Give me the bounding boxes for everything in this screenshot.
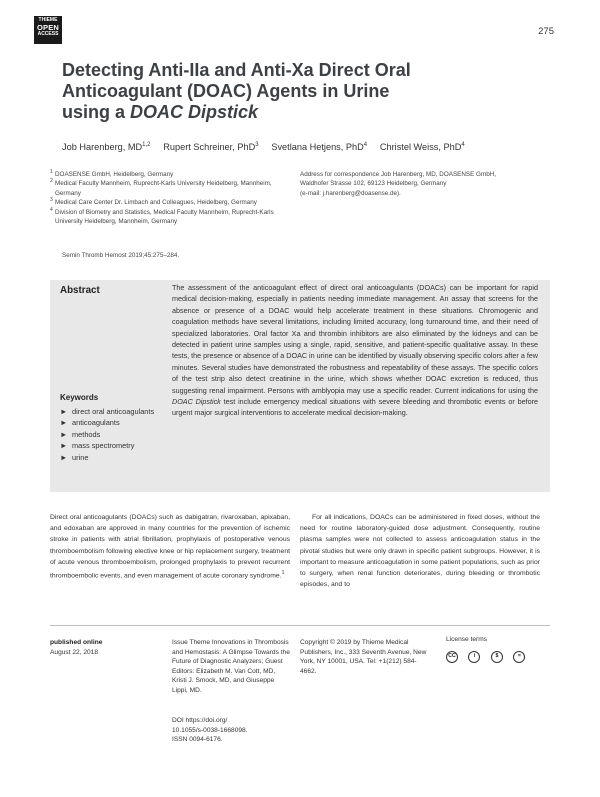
arrow-icon: ► bbox=[60, 441, 68, 451]
keyword-item: ► methods bbox=[60, 429, 101, 439]
copyright-notice: Copyright © 2019 by Thieme Medical Publishers, Inc., 333 Seventh Avenue, New York, NY 10001, USA. Tel: +1(212) 584-4662. bbox=[300, 639, 427, 675]
logo-access: ACCESS bbox=[37, 30, 59, 37]
attribution-icon: i bbox=[468, 651, 480, 663]
issn: ISSN 0094-6176. bbox=[172, 736, 223, 744]
author: Rupert Schreiner, PhD$^3$ bbox=[163, 142, 259, 153]
title-line-2: Anticoagulant (DOAC) Agents in Urine bbox=[62, 81, 390, 101]
logo-open: OPEN bbox=[36, 22, 60, 32]
arrow-icon: ► bbox=[60, 452, 68, 462]
author-list bbox=[62, 142, 465, 152]
cc-license-icons[interactable] bbox=[446, 650, 546, 664]
affiliations bbox=[50, 170, 295, 226]
correspondence: Address for correspondence Job Harenberg, MD, DOASENSE GmbH, Waldhofer Strasse 102, 69123 Heidelberg, Germany (e-mail: j.harenberg@doasense.de). bbox=[300, 170, 550, 198]
body-column-left: Direct oral anticoagulants (DOACs) such as dabigatran, rivaroxaban, apixaban, and edoxaban are approved in many countries for the prevention of ischemic stroke in patients with atrial fibrillation, prophylaxis of postoperative venous thromboembolism following elective knee or hip replacement surgery, treatment of acute venous thromboembolism, prolonged prophylaxis to prevent recurrent thromboembolic events, and even management of acute coronary syndrome.$^1$ bbox=[50, 514, 290, 580]
noderivatives-icon: = bbox=[513, 651, 525, 663]
issue-theme: Issue Theme Innovations in Thrombosis and Hemostasis: A Glimpse Towards the Future of Diagnostic Analyzers; Guest Editors: Elizabeth M. Van Cott, MD, Kristi J. Smock, MD, and Giuseppe Lippi, MD. bbox=[172, 639, 290, 694]
abstract-text: The assessment of the anticoagulant effect of direct oral anticoagulants (DOACs) can be important for rapid medical decision-making, especially in patients needing immediate management. An assay that screens for the absence or presence of a DOAC would help accelerate treatment in these situations. Chromogenic and coagulation methods have several limitations, including limited accuracy, long turnaround time, and their need of specialized laboratories. Oral factor Xa and thrombin inhibitors are also eliminated by the kidneys and can be detected in patient urine samples using a single, rapid, sensitive, and patient-specific qualitative assay. In these tests, the presence or absence of a DOAC in urine can be identified by visually observing specific colors after a few minutes. Several studies have demonstrated the robustness and repeatability of these assays. The specific colors of the test strip also detect creatinine in the urine, which shows whether DOAC excretion is reduced, thus suggesting renal impairment. Persons with amblyopia may use a specific reader. Current indications for using the DOAC Dipstick test include emergency medical situations with severe bleeding and thrombotic events or before urgent major surgical interventions to accelerate medical decision-making. bbox=[172, 283, 538, 418]
author: Svetlana Hetjens, PhD$^4$ bbox=[271, 142, 368, 153]
keyword-item: ► mass spectrometry bbox=[60, 441, 135, 451]
author: Job Harenberg, MD$^{1,2}$ bbox=[62, 142, 151, 153]
arrow-icon: ► bbox=[60, 418, 68, 428]
footer-divider bbox=[50, 625, 550, 626]
noncommercial-icon: $ bbox=[491, 651, 503, 663]
affiliation-item: 4 Division of Biometry and Statistics, Medical Faculty Mannheim, Ruprecht-Karls University Heidelberg, Mannheim, Germany bbox=[50, 206, 274, 226]
keywords-heading: Keywords bbox=[60, 393, 99, 402]
abstract-heading: Abstract bbox=[60, 285, 100, 296]
logo-publisher: THIEME bbox=[38, 17, 58, 23]
cc-icon: CC bbox=[446, 651, 458, 663]
keyword-item: ► urine bbox=[60, 452, 89, 462]
title-line-3: using a DOAC Dipstick bbox=[62, 102, 259, 122]
author: Christel Weiss, PhD$^4$ bbox=[379, 142, 465, 153]
affiliation-item: 1 DOASENSE GmbH, Heidelberg, Germany bbox=[50, 169, 174, 178]
license-terms-label[interactable]: License terms bbox=[446, 636, 488, 643]
title-line-1: Detecting Anti-IIa and Anti-Xa Direct Oral bbox=[62, 60, 411, 80]
correspondence-email[interactable]: (e-mail: j.harenberg@doasense.de). bbox=[300, 189, 401, 197]
affiliation-item: 2 Medical Faculty Mannheim, Ruprecht-Karls University Heidelberg, Mannheim, Germany bbox=[50, 178, 272, 197]
doi-link[interactable]: DOI https://doi.org/ bbox=[172, 717, 228, 724]
doi-info: DOI https://doi.org/ 10.1055/s-0038-1668098. ISSN 0094-6176. bbox=[172, 716, 290, 745]
keyword-list bbox=[60, 406, 170, 463]
correspondence-label: Address for correspondence bbox=[300, 171, 380, 178]
arrow-icon: ► bbox=[60, 429, 68, 439]
keyword-item: ► anticoagulants bbox=[60, 418, 120, 428]
keyword-item: ► direct oral anticoagulants bbox=[60, 407, 155, 416]
article-title bbox=[62, 60, 532, 123]
page-number: 275 bbox=[538, 26, 554, 37]
arrow-icon: ► bbox=[60, 407, 68, 416]
thieme-open-access-logo bbox=[34, 16, 62, 44]
affiliation-item: 3 Medical Care Center Dr. Limbach and Colleagues, Heidelberg, Germany bbox=[50, 197, 257, 207]
citation-ref[interactable]: 1 bbox=[281, 570, 285, 577]
body-column-right: For all indications, DOACs can be administered in fixed doses, without the need for routine laboratory-guided dose adjustment. Consequently, routine plasma samples were not collected to assess anticoagulation status in the pivotal studies but were only drawn in specific patient subgroups. However, it is important to measure anticoagulation in some patient populations, such as prior to surgery, when renal function deteriorates, during bleeding or thrombotic episodes, and to bbox=[300, 514, 540, 589]
published-online: published online August 22, 2018 bbox=[50, 639, 103, 656]
journal-reference: Semin Thromb Hemost 2019;45:275–284. bbox=[62, 252, 180, 259]
